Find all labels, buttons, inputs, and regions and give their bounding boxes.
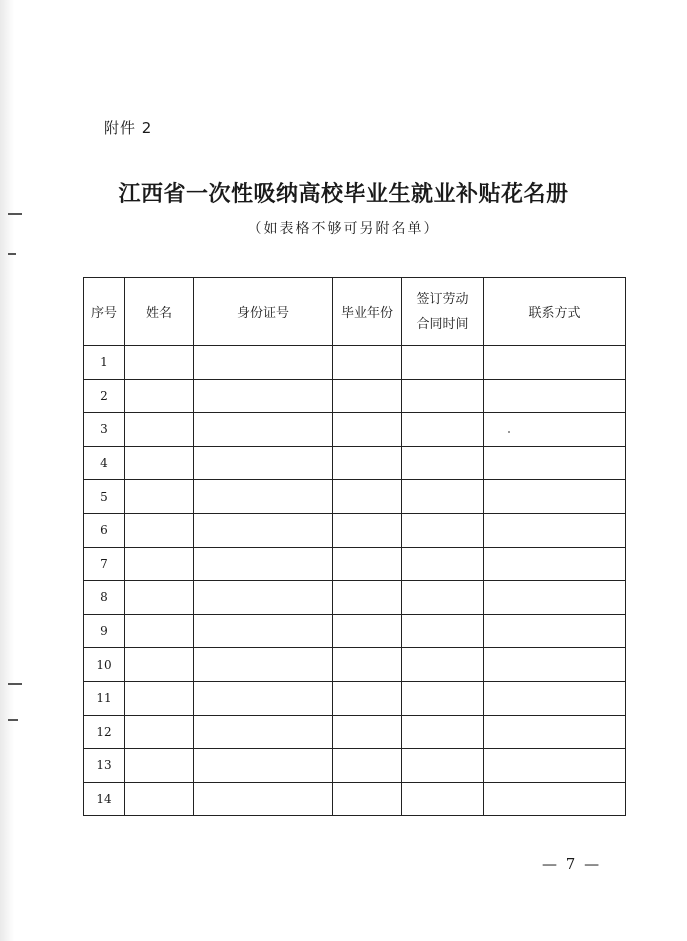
id-number-cell[interactable] bbox=[194, 446, 333, 480]
table-row bbox=[84, 379, 626, 413]
name-cell[interactable] bbox=[125, 681, 194, 715]
table-row bbox=[84, 581, 626, 615]
grad-year-cell[interactable] bbox=[333, 614, 402, 648]
grad-year-cell[interactable] bbox=[333, 715, 402, 749]
row-seq: 3 bbox=[84, 413, 125, 447]
document-subtitle: （如表格不够可另附名单） bbox=[247, 221, 440, 237]
contract-time-cell[interactable] bbox=[402, 379, 484, 413]
name-cell[interactable] bbox=[125, 513, 194, 547]
contact-cell[interactable] bbox=[484, 782, 626, 816]
header-contract-line1: 签订劳动 bbox=[416, 291, 469, 307]
row-seq: 4 bbox=[84, 446, 125, 480]
table-row bbox=[84, 614, 626, 648]
contract-time-cell[interactable] bbox=[402, 480, 484, 514]
table-row bbox=[84, 648, 626, 682]
table-row bbox=[84, 446, 626, 480]
id-number-cell[interactable] bbox=[194, 513, 333, 547]
table-row bbox=[84, 681, 626, 715]
grad-year-cell[interactable] bbox=[333, 581, 402, 615]
name-cell[interactable] bbox=[125, 581, 194, 615]
row-seq: 6 bbox=[84, 513, 125, 547]
row-seq: 12 bbox=[84, 715, 125, 749]
table-row bbox=[84, 346, 626, 380]
id-number-cell[interactable] bbox=[194, 581, 333, 615]
contract-time-cell[interactable] bbox=[402, 446, 484, 480]
contact-cell[interactable] bbox=[484, 513, 626, 547]
contact-cell[interactable] bbox=[484, 581, 626, 615]
row-seq: 5 bbox=[84, 480, 125, 514]
id-number-cell[interactable] bbox=[194, 379, 333, 413]
id-number-cell[interactable] bbox=[194, 346, 333, 380]
contract-time-cell[interactable] bbox=[402, 614, 484, 648]
table-row bbox=[84, 480, 626, 514]
row-seq: 9 bbox=[84, 614, 125, 648]
roster-table bbox=[83, 277, 626, 816]
grad-year-cell[interactable] bbox=[333, 749, 402, 783]
table-row bbox=[84, 715, 626, 749]
table-row bbox=[84, 547, 626, 581]
contact-cell[interactable] bbox=[484, 749, 626, 783]
name-cell[interactable] bbox=[125, 379, 194, 413]
name-cell[interactable] bbox=[125, 614, 194, 648]
name-cell[interactable] bbox=[125, 749, 194, 783]
scan-edge bbox=[0, 0, 14, 941]
row-seq: 10 bbox=[84, 648, 125, 682]
name-cell[interactable] bbox=[125, 782, 194, 816]
grad-year-cell[interactable] bbox=[333, 480, 402, 514]
grad-year-cell[interactable] bbox=[333, 379, 402, 413]
contact-cell[interactable] bbox=[484, 681, 626, 715]
header-id-number: 身份证号 bbox=[194, 278, 333, 346]
contact-cell[interactable] bbox=[484, 413, 626, 447]
contact-cell[interactable] bbox=[484, 614, 626, 648]
id-number-cell[interactable] bbox=[194, 749, 333, 783]
contact-cell[interactable] bbox=[484, 379, 626, 413]
name-cell[interactable] bbox=[125, 648, 194, 682]
grad-year-cell[interactable] bbox=[333, 547, 402, 581]
grad-year-cell[interactable] bbox=[333, 446, 402, 480]
header-grad-year: 毕业年份 bbox=[333, 278, 402, 346]
id-number-cell[interactable] bbox=[194, 547, 333, 581]
name-cell[interactable] bbox=[125, 446, 194, 480]
contract-time-cell[interactable] bbox=[402, 413, 484, 447]
row-seq: 8 bbox=[84, 581, 125, 615]
contact-cell[interactable] bbox=[484, 480, 626, 514]
scan-speck bbox=[508, 431, 510, 433]
name-cell[interactable] bbox=[125, 547, 194, 581]
table-body bbox=[84, 346, 626, 816]
id-number-cell[interactable] bbox=[194, 715, 333, 749]
contact-cell[interactable] bbox=[484, 446, 626, 480]
binding-mark bbox=[8, 683, 22, 685]
contract-time-cell[interactable] bbox=[402, 581, 484, 615]
contact-cell[interactable] bbox=[484, 346, 626, 380]
grad-year-cell[interactable] bbox=[333, 413, 402, 447]
row-seq: 11 bbox=[84, 681, 125, 715]
id-number-cell[interactable] bbox=[194, 681, 333, 715]
table-row bbox=[84, 782, 626, 816]
grad-year-cell[interactable] bbox=[333, 648, 402, 682]
id-number-cell[interactable] bbox=[194, 480, 333, 514]
id-number-cell[interactable] bbox=[194, 413, 333, 447]
name-cell[interactable] bbox=[125, 413, 194, 447]
table-row bbox=[84, 513, 626, 547]
grad-year-cell[interactable] bbox=[333, 681, 402, 715]
table-row bbox=[84, 413, 626, 447]
contract-time-cell[interactable] bbox=[402, 749, 484, 783]
row-seq: 7 bbox=[84, 547, 125, 581]
contract-time-cell[interactable] bbox=[402, 346, 484, 380]
grad-year-cell[interactable] bbox=[333, 346, 402, 380]
header-name: 姓名 bbox=[125, 278, 194, 346]
contract-time-cell[interactable] bbox=[402, 782, 484, 816]
id-number-cell[interactable] bbox=[194, 782, 333, 816]
contract-time-cell[interactable] bbox=[402, 648, 484, 682]
header-contract-line2: 合同时间 bbox=[416, 316, 469, 332]
binding-mark bbox=[8, 213, 22, 215]
row-seq: 13 bbox=[84, 749, 125, 783]
binding-mark bbox=[8, 719, 18, 721]
contract-time-cell[interactable] bbox=[402, 513, 484, 547]
contact-cell[interactable] bbox=[484, 715, 626, 749]
header-contract-time bbox=[402, 278, 484, 346]
id-number-cell[interactable] bbox=[194, 614, 333, 648]
name-cell[interactable] bbox=[125, 715, 194, 749]
grad-year-cell[interactable] bbox=[333, 782, 402, 816]
row-seq: 2 bbox=[84, 379, 125, 413]
document-title: 江西省一次性吸纳高校毕业生就业补贴花名册 bbox=[118, 181, 569, 207]
contact-cell[interactable] bbox=[484, 648, 626, 682]
id-number-cell[interactable] bbox=[194, 648, 333, 682]
name-cell[interactable] bbox=[125, 480, 194, 514]
page-number: — 7 — bbox=[542, 855, 602, 873]
name-cell[interactable] bbox=[125, 346, 194, 380]
contract-time-cell[interactable] bbox=[402, 547, 484, 581]
attachment-label: 附件 2 bbox=[104, 119, 153, 137]
binding-mark bbox=[8, 253, 16, 255]
contract-time-cell[interactable] bbox=[402, 681, 484, 715]
table-row bbox=[84, 749, 626, 783]
row-seq: 14 bbox=[84, 782, 125, 816]
header-seq: 序号 bbox=[84, 278, 125, 346]
table-header-row bbox=[84, 278, 626, 346]
row-seq: 1 bbox=[84, 346, 125, 380]
contact-cell[interactable] bbox=[484, 547, 626, 581]
header-contact: 联系方式 bbox=[484, 278, 626, 346]
contract-time-cell[interactable] bbox=[402, 715, 484, 749]
grad-year-cell[interactable] bbox=[333, 513, 402, 547]
